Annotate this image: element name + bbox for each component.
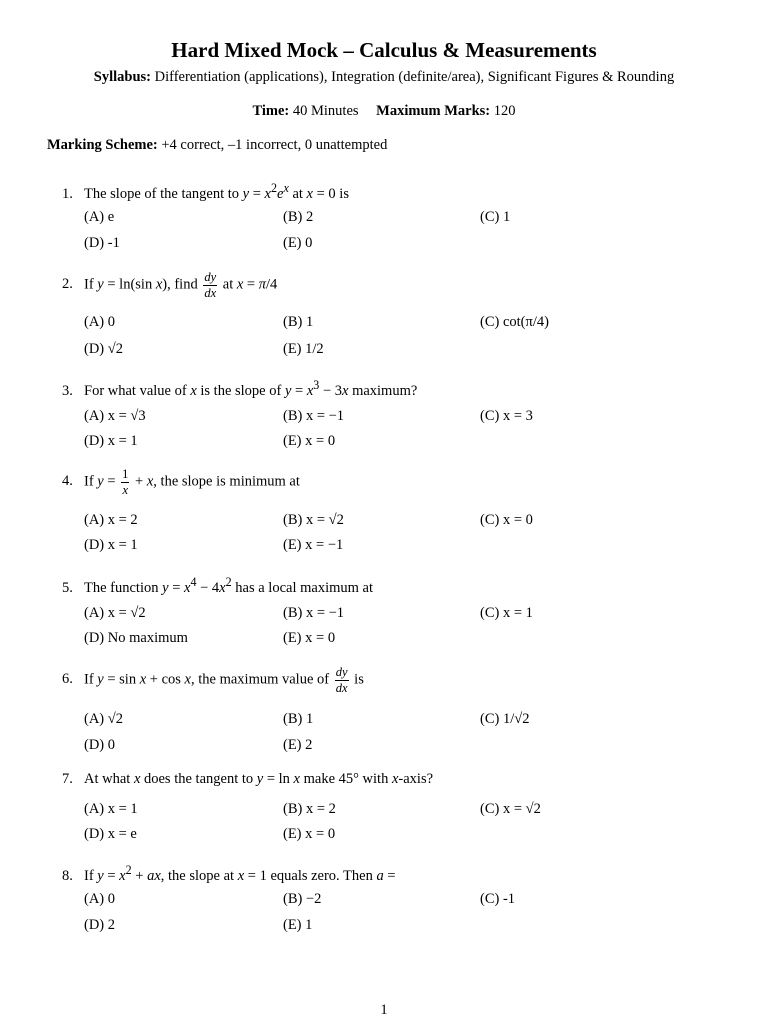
- option-c[interactable]: (C) x = √2: [480, 801, 541, 817]
- marking-scheme: [47, 137, 387, 154]
- option-a[interactable]: (A) x = √3: [84, 408, 146, 424]
- question-stem: 6. If y = sin x + cos x, the maximum value of $\frac{dy}{dx}$ is: [62, 665, 364, 695]
- question-stem: 3. For what value of x is the slope of $y = x^3 - 3x$ maximum?: [62, 378, 418, 399]
- option-c[interactable]: (C) -1: [480, 891, 516, 907]
- syllabus-line: [70, 68, 698, 86]
- question-stem: 8. If $y = x^2$ + ax, the slope at x = 1 equals zero. Then a =: [62, 863, 396, 884]
- max-marks-label: Maximum Marks:: [376, 103, 491, 119]
- option-e[interactable]: (E) 1: [283, 917, 313, 933]
- option-e[interactable]: (E) 0: [283, 235, 313, 251]
- option-d[interactable]: (D) x = e: [84, 826, 137, 842]
- option-a[interactable]: (A) e: [84, 209, 115, 225]
- question-stem: 2. If y = ln(sin x), find $\frac{dy}{dx}$ at x = π/4: [62, 270, 278, 300]
- option-b[interactable]: (B) x = −1: [283, 605, 345, 621]
- syllabus-label: Syllabus:: [93, 69, 152, 85]
- option-b[interactable]: (B) x = −1: [283, 408, 345, 424]
- question-stem: 5. The function $y = x^4 - 4x^2$ has a local maximum at: [62, 575, 373, 596]
- option-d[interactable]: (D) x = 1: [84, 537, 138, 553]
- option-a[interactable]: (A) x = 1: [84, 801, 138, 817]
- option-e[interactable]: (E) x = 0: [283, 826, 336, 842]
- question-stem: 1. The slope of the tangent to $y = x^2e^x$ at x = 0 is: [62, 181, 349, 202]
- question-stem: 7. At what x does the tangent to y = ln x make 45° with x-axis?: [62, 771, 434, 787]
- option-c[interactable]: (C) x = 0: [480, 512, 533, 528]
- option-b[interactable]: (B) 1: [283, 314, 314, 330]
- page-number: 1: [380, 1002, 388, 1018]
- option-e[interactable]: (E) 2: [283, 737, 313, 753]
- option-b[interactable]: (B) 2: [283, 209, 314, 225]
- max-marks-value: 120: [493, 103, 516, 119]
- time-value: 40 Minutes: [292, 103, 359, 119]
- option-d[interactable]: (D) 0: [84, 737, 116, 753]
- marking-scheme-text: +4 correct, –1 incorrect, 0 unattempted: [161, 137, 388, 153]
- option-e[interactable]: (E) x = −1: [283, 537, 344, 553]
- option-d[interactable]: (D) √2: [84, 341, 123, 357]
- option-d[interactable]: (D) -1: [84, 235, 120, 251]
- option-d[interactable]: (D) x = 1: [84, 433, 138, 449]
- option-a[interactable]: (A) 0: [84, 891, 116, 907]
- option-b[interactable]: (B) x = √2: [283, 512, 344, 528]
- option-e[interactable]: (E) 1/2: [283, 341, 324, 357]
- time-marks-line: [0, 103, 768, 120]
- syllabus-text: Differentiation (applications), Integration (definite/area), Significant Figures & Rounding: [154, 69, 675, 85]
- page-title: Hard Mixed Mock – Calculus & Measurements: [171, 38, 597, 62]
- option-d[interactable]: (D) 2: [84, 917, 116, 933]
- option-b[interactable]: (B) −2: [283, 891, 322, 907]
- option-c[interactable]: (C) x = 1: [480, 605, 533, 621]
- option-d[interactable]: (D) No maximum: [84, 630, 188, 646]
- option-e[interactable]: (E) x = 0: [283, 630, 336, 646]
- option-c[interactable]: (C) 1: [480, 209, 511, 225]
- question-stem: 4. If y = $\frac{1}{x}$ + x, the slope is minimum at: [62, 467, 300, 497]
- option-b[interactable]: (B) x = 2: [283, 801, 336, 817]
- option-a[interactable]: (A) 0: [84, 314, 116, 330]
- marking-scheme-label: Marking Scheme:: [47, 137, 158, 153]
- option-a[interactable]: (A) x = √2: [84, 605, 146, 621]
- option-a[interactable]: (A) √2: [84, 711, 123, 727]
- option-c[interactable]: (C) 1/√2: [480, 711, 530, 727]
- option-b[interactable]: (B) 1: [283, 711, 314, 727]
- option-e[interactable]: (E) x = 0: [283, 433, 336, 449]
- option-c[interactable]: (C) x = 3: [480, 408, 533, 424]
- option-c[interactable]: (C) cot(π/4): [480, 314, 549, 330]
- time-label: Time:: [252, 103, 290, 119]
- option-a[interactable]: (A) x = 2: [84, 512, 138, 528]
